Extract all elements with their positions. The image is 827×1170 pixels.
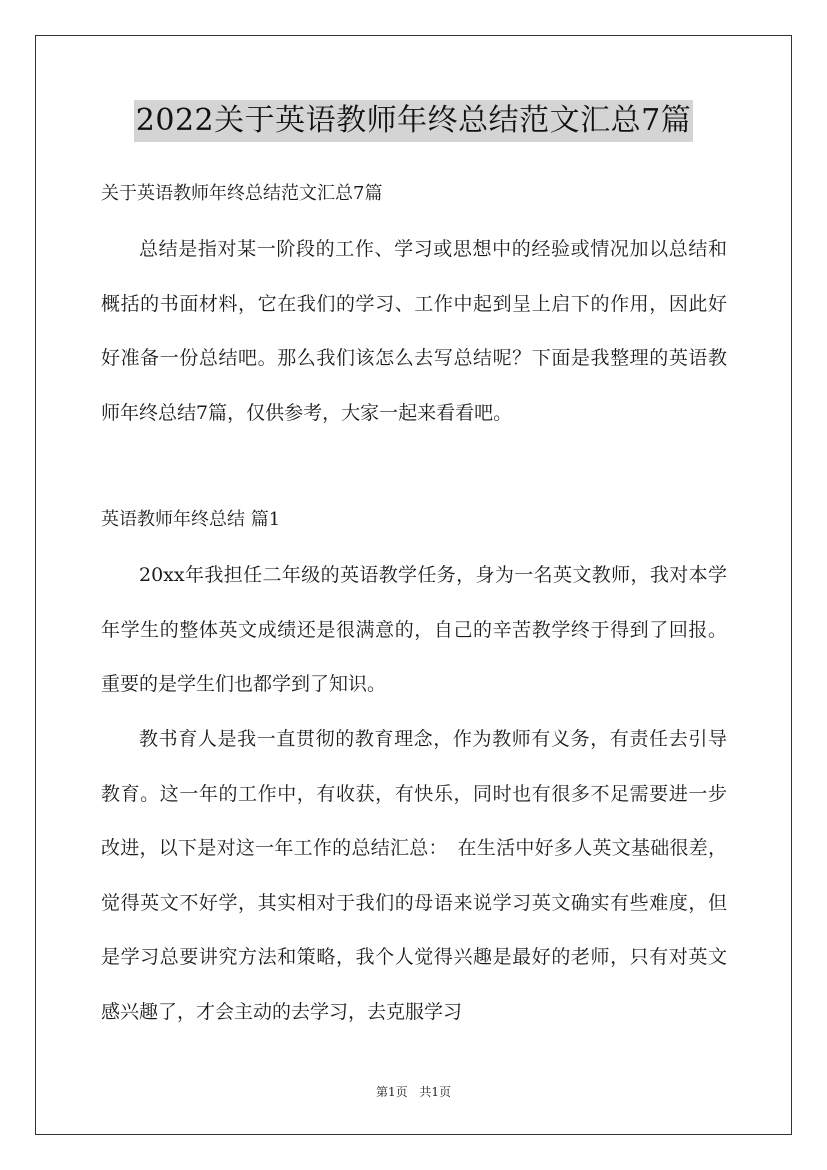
page-footer [0,1083,827,1100]
section-heading: 英语教师年终总结 篇1 [101,509,281,530]
intro-paragraph: 总结是指对某一阶段的工作、学习或思想中的经验或情况加以总结和概括的书面材料，它在我们的学习、工作中起到呈上启下的作用，因此好好准备一份总结吧。那么我们该怎么去写总结呢？下面是我整理的英语教师年终总结7篇，仅供参考，大家一起来看看吧。 [101,238,727,424]
title-wrap [0,100,827,142]
body-paragraph-1: 20xx年我担任二年级的英语教学任务，身为一名英文教师，我对本学年学生的整体英文成绩还是很满意的，自己的辛苦教学终于得到了回报。重要的是学生们也都学到了知识。 [101,564,727,695]
page-total: 共1页 [419,1085,452,1099]
body-paragraph-2: 教书育人是我一直贯彻的教育理念，作为教师有义务，有责任去引导教育。这一年的工作中，有收获，有快乐，同时也有很多不足需要进一步改进，以下是对这一年工作的总结汇总： 在生活中好多人英文基础很差，觉得英文不好学，其实相对于我们的母语来说学习英文确实有些难度，但是学习总要讲究方法和策略，我个人觉得兴趣是最好的老师，只有对英文感兴趣了，才会主动的去学习，去克服学习 [101,728,727,1023]
document-subtitle: 关于英语教师年终总结范文汇总7篇 [101,183,383,204]
page-number: 第1页 [375,1085,408,1099]
document-title: 2022关于英语教师年终总结范文汇总7篇 [134,100,693,142]
